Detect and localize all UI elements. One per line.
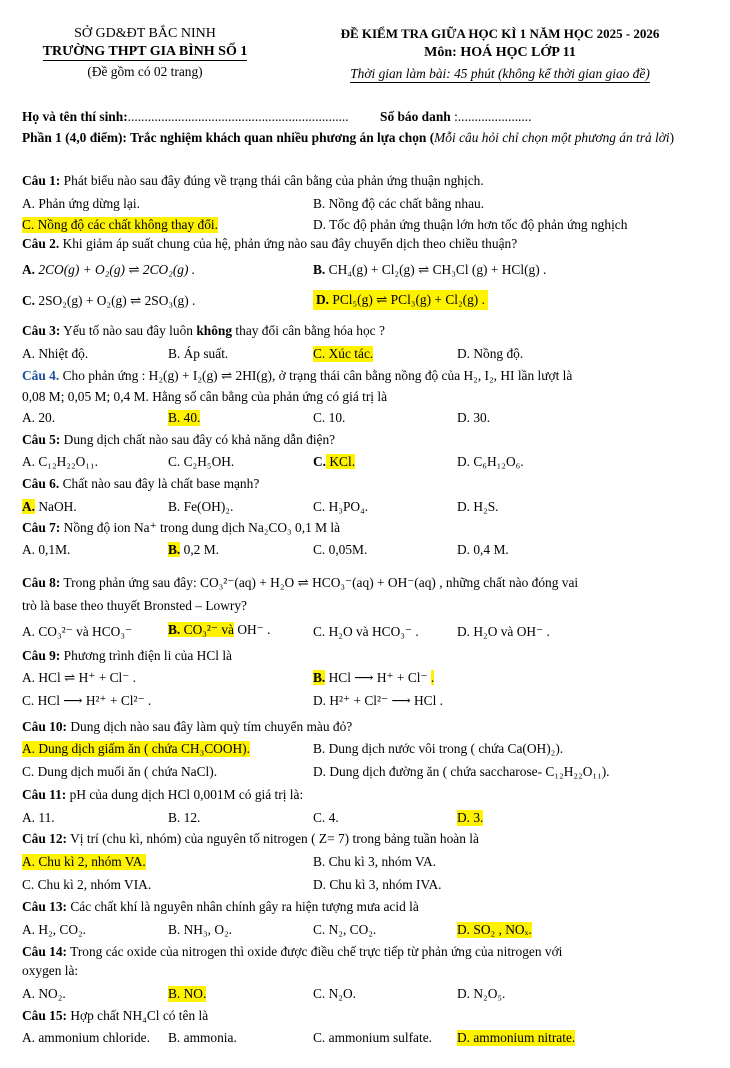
q15-option-c[interactable]: C. ammonium sulfate. <box>313 1030 433 1045</box>
q15-option-a[interactable]: A. ammonium chloride. <box>22 1030 150 1045</box>
q14-option-a[interactable]: A. NO₂. <box>22 986 66 1001</box>
q1-option-d[interactable]: D. Tốc độ phản ứng thuận lớn hơn tốc độ phản ứng nghịch <box>313 217 628 232</box>
q11-option-c[interactable]: C. 4. <box>313 810 339 825</box>
q14-option-d[interactable]: D. N₂O₅. <box>457 986 506 1001</box>
q14-option-c[interactable]: C. N₂O. <box>313 986 356 1001</box>
time-note: Thời gian làm bài: 45 phút (không kể thời gian giao đề) <box>350 66 650 81</box>
q13-option-d[interactable]: D. SO₂ , NOₓ. <box>457 922 532 937</box>
q3-option-c[interactable]: C. Xúc tác. <box>313 346 374 361</box>
q10-option-b[interactable]: B. Dung dịch nước vôi trong ( chứa Ca(OH)₂). <box>313 741 564 756</box>
question-13: Câu 13: Các chất khí là nguyên nhân chính gây ra hiện tượng mưa acid là <box>22 899 419 914</box>
question-5: Câu 5: Dung dịch chất nào sau đây có khả năng dẫn điện? <box>22 432 336 447</box>
q15-option-b[interactable]: B. ammonia. <box>168 1030 237 1045</box>
q7-option-d[interactable]: D. 0,4 M. <box>457 542 509 557</box>
question-15: Câu 15: Hợp chất NH₄Cl có tên là <box>22 1008 209 1023</box>
q2-option-b[interactable]: B. CH₄(g) + Cl₂(g) ⇌ CH₃Cl (g) + HCl(g) . <box>313 262 547 277</box>
q8-option-d[interactable]: D. H₂O và OH⁻ . <box>457 624 550 639</box>
q15-option-d[interactable]: D. ammonium nitrate. <box>457 1030 576 1045</box>
q5-option-a[interactable]: A. C₁₂H₂₂O₁₁. <box>22 454 98 469</box>
q7-option-b[interactable]: B. 0,2 M. <box>168 542 219 557</box>
q6-option-d[interactable]: D. H₂S. <box>457 499 499 514</box>
q14-option-b[interactable]: B. NO. <box>168 986 207 1001</box>
question-2: Câu 2. Khi giảm áp suất chung của hệ, phản ứng nào sau đây chuyển dịch theo chiều thuận? <box>22 236 518 251</box>
q9-option-d[interactable]: D. H²⁺ + Cl²⁻ ⟶ HCl . <box>313 693 444 708</box>
q10-option-a[interactable]: A. Dung dịch giấm ăn ( chứa CH₃COOH). <box>22 741 250 756</box>
q4-option-d[interactable]: D. 30. <box>457 410 491 425</box>
q11-option-d[interactable]: D. 3. <box>457 810 484 825</box>
q6-option-b[interactable]: B. Fe(OH)₂. <box>168 499 234 514</box>
q4-option-c[interactable]: C. 10. <box>313 410 346 425</box>
q8-option-b[interactable]: B. CO₃²⁻ và OH⁻ . <box>168 622 271 637</box>
q1-option-a[interactable]: A. Phản ứng dừng lại. <box>22 196 140 211</box>
q9-option-b[interactable]: B. HCl ⟶ H⁺ + Cl⁻ . <box>313 670 435 685</box>
q7-option-c[interactable]: C. 0,05M. <box>313 542 368 557</box>
question-6: Câu 6. Chất nào sau đây là chất base mạnh? <box>22 476 260 491</box>
q9-option-c[interactable]: C. HCl ⟶ H²⁺ + Cl²⁻ . <box>22 693 152 708</box>
q5-option-b[interactable]: C. C₂H₅OH. <box>168 454 235 469</box>
q2-option-d[interactable]: D. PCl₅(g) ⇌ PCl₃(g) + Cl₂(g) . <box>313 290 488 310</box>
q3-option-b[interactable]: B. Áp suất. <box>168 346 229 361</box>
q9-option-a[interactable]: A. HCl ⇌ H⁺ + Cl⁻ . <box>22 670 137 685</box>
pages-note: (Đề gồm có 02 trang) <box>87 64 203 79</box>
dept-name: SỞ GD&ĐT BẮC NINH <box>74 26 216 41</box>
q13-option-c[interactable]: C. N₂, CO₂. <box>313 922 377 937</box>
school-name: TRƯỜNG THPT GIA BÌNH SỐ 1 <box>42 44 248 59</box>
q3-option-d[interactable]: D. Nồng độ. <box>457 346 524 361</box>
question-7: Câu 7: Nồng độ ion Na⁺ trong dung dịch Na₂CO₃ 0,1 M là <box>22 520 341 535</box>
q12-option-a[interactable]: A. Chu kì 2, nhóm VA. <box>22 854 146 869</box>
student-name-line: Họ và tên thí sinh:.................................................................. <box>22 109 349 124</box>
q4-option-a[interactable]: A. 20. <box>22 410 56 425</box>
q7-option-a[interactable]: A. 0,1M. <box>22 542 71 557</box>
q8-option-a[interactable]: A. CO₃²⁻ và HCO₃⁻ <box>22 624 133 639</box>
question-9: Câu 9: Phương trình điện li của HCl là <box>22 648 232 663</box>
q5-option-d[interactable]: D. C₆H₁₂O₆. <box>457 454 524 469</box>
sbd-line: Số báo danh :...................... <box>380 109 532 124</box>
question-14: Câu 14: Trong các oxide của nitrogen thì oxide được điều chế trực tiếp từ phản ứng của nitrogen với <box>22 944 563 959</box>
question-3: Câu 3: Yếu tố nào sau đây luôn không thay đổi cân bằng hóa học ? <box>22 323 385 338</box>
question-11: Câu 11: pH của dung dịch HCl 0,001M có giá trị là: <box>22 787 304 802</box>
q3-option-a[interactable]: A. Nhiệt độ. <box>22 346 89 361</box>
q12-option-c[interactable]: C. Chu kì 2, nhóm VIA. <box>22 877 152 892</box>
question-4: Câu 4. Cho phản ứng : H₂(g) + I₂(g) ⇌ 2HI(g), ở trạng thái cân bằng nồng độ của H₂, I₂, HI lần lượt là <box>22 368 573 383</box>
q12-option-d[interactable]: D. Chu kì 3, nhóm IVA. <box>313 877 442 892</box>
q10-option-d[interactable]: D. Dung dịch đường ăn ( chứa saccharose- C₁₂H₂₂O₁₁). <box>313 764 610 779</box>
q2-option-c[interactable]: C. 2SO₂(g) + O₂(g) ⇌ 2SO₃(g) . <box>22 293 196 308</box>
q6-option-a[interactable]: A. NaOH. <box>22 499 77 514</box>
exam-title: ĐỀ KIỂM TRA GIỮA HỌC KÌ 1 NĂM HỌC 2025 - 2026 <box>340 26 660 41</box>
q12-option-b[interactable]: B. Chu kì 3, nhóm VA. <box>313 854 437 869</box>
question-12: Câu 12: Vị trí (chu kì, nhóm) của nguyên tố nitrogen ( Z= 7) trong bảng tuần hoàn là <box>22 831 479 846</box>
question-4-cont: 0,08 M; 0,05 M; 0,4 M. Hằng số cân bằng của phản ứng có giá trị là <box>22 389 388 404</box>
question-1: Câu 1: Phát biểu nào sau đây đúng về trạng thái cân bằng của phản ứng thuận nghịch. <box>22 173 484 188</box>
question-10: Câu 10: Dung dịch nào sau đây làm quỳ tím chuyển màu đỏ? <box>22 719 353 734</box>
question-8-cont: trò là base theo thuyết Bronsted – Lowry? <box>22 598 247 613</box>
q11-option-b[interactable]: B. 12. <box>168 810 201 825</box>
q4-option-b[interactable]: B. 40. <box>168 410 201 425</box>
question-14-cont: oxygen là: <box>22 963 79 978</box>
q1-option-b[interactable]: B. Nồng độ các chất bằng nhau. <box>313 196 485 211</box>
q8-option-c[interactable]: C. H₂O và HCO₃⁻ . <box>313 624 419 639</box>
q11-option-a[interactable]: A. 11. <box>22 810 55 825</box>
part1-title: Phần 1 (4,0 điểm): Trắc nghiệm khách quan nhiều phương án lựa chọn (Mỗi câu hỏi chỉ chọn một phương án trả lời) <box>22 130 675 145</box>
subject: Môn: HOÁ HỌC LỚP 11 <box>424 45 576 60</box>
q5-option-c[interactable]: C. KCl. <box>313 454 356 469</box>
q2-option-a[interactable]: A. 2CO(g) + O₂(g) ⇌ 2CO₂(g) . <box>22 262 196 277</box>
q13-option-a[interactable]: A. H₂, CO₂. <box>22 922 87 937</box>
q1-option-c[interactable]: C. Nồng độ các chất không thay đổi. <box>22 217 218 232</box>
q10-option-c[interactable]: C. Dung dịch muối ăn ( chứa NaCl). <box>22 764 218 779</box>
q6-option-c[interactable]: C. H₃PO₄. <box>313 499 369 514</box>
question-8: Câu 8: Trong phản ứng sau đây: CO₃²⁻(aq) + H₂O ⇌ HCO₃⁻(aq) + OH⁻(aq) , những chất nào đóng vai <box>22 575 579 590</box>
q13-option-b[interactable]: B. NH₃, O₂. <box>168 922 233 937</box>
